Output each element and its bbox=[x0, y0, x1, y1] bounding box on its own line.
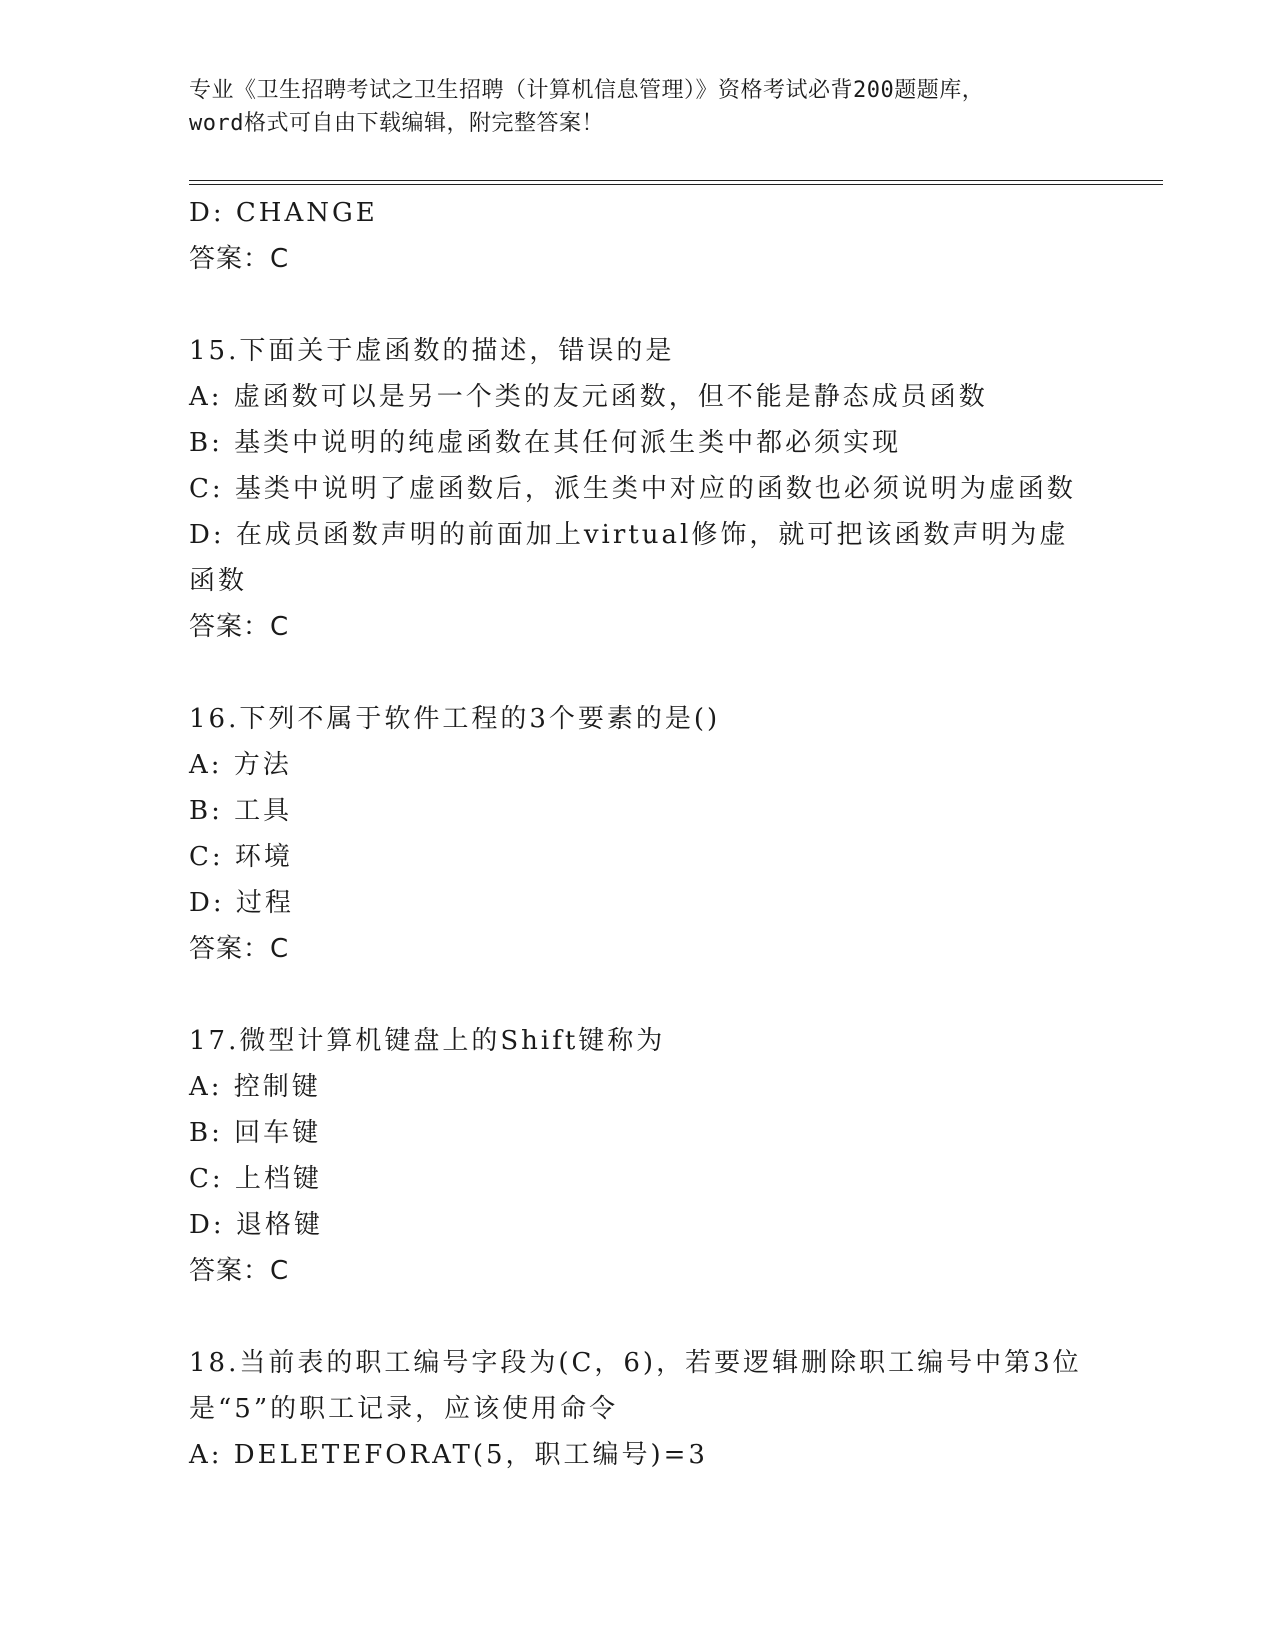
option-d: D: CHANGE bbox=[189, 198, 378, 228]
option-a: A: 方法 bbox=[189, 750, 292, 780]
answer-line: 答案：C bbox=[189, 612, 290, 642]
question-15 bbox=[189, 328, 1089, 650]
document-header bbox=[189, 74, 1089, 140]
question-stem-continued: 是“5”的职工记录，应该使用命令 bbox=[189, 1394, 619, 1424]
answer-line: 答案：C bbox=[189, 1256, 290, 1286]
spacer bbox=[189, 650, 1089, 696]
question-stem: 17.微型计算机键盘上的Shift键称为 bbox=[189, 1026, 666, 1056]
spacer bbox=[189, 972, 1089, 1018]
option-a: A: 虚函数可以是另一个类的友元函数，但不能是静态成员函数 bbox=[189, 382, 988, 412]
previous-question-fragment bbox=[189, 190, 1089, 282]
option-c: C: 环境 bbox=[189, 842, 293, 872]
option-d: D: 在成员函数声明的前面加上virtual修饰，就可把该函数声明为虚 bbox=[189, 520, 1069, 550]
header-line-2: word格式可自由下载编辑，附完整答案！ bbox=[189, 111, 604, 136]
question-stem: 18.当前表的职工编号字段为(C，6)，若要逻辑删除职工编号中第3位 bbox=[189, 1348, 1082, 1378]
header-line-1: 专业《卫生招聘考试之卫生招聘（计算机信息管理）》资格考试必背200题题库， bbox=[189, 78, 985, 103]
option-d: D: 过程 bbox=[189, 888, 294, 918]
option-c: C: 上档键 bbox=[189, 1164, 322, 1194]
question-16 bbox=[189, 696, 1089, 972]
option-c: C: 基类中说明了虚函数后，派生类中对应的函数也必须说明为虚函数 bbox=[189, 474, 1076, 504]
question-list bbox=[189, 190, 1089, 1478]
answer-line: 答案：C bbox=[189, 244, 290, 274]
spacer bbox=[189, 1294, 1089, 1340]
option-d-continued: 函数 bbox=[189, 566, 248, 596]
question-stem: 15.下面关于虚函数的描述，错误的是 bbox=[189, 336, 675, 366]
question-18 bbox=[189, 1340, 1089, 1478]
header-divider-bottom bbox=[189, 184, 1163, 185]
question-17 bbox=[189, 1018, 1089, 1294]
option-a: A: 控制键 bbox=[189, 1072, 321, 1102]
option-b: B: 回车键 bbox=[189, 1118, 322, 1148]
header-divider-top bbox=[189, 180, 1163, 181]
option-b: B: 基类中说明的纯虚函数在其任何派生类中都必须实现 bbox=[189, 428, 902, 458]
option-d: D: 退格键 bbox=[189, 1210, 323, 1240]
option-a: A: DELETEFORAT(5，职工编号)=3 bbox=[189, 1440, 708, 1470]
answer-line: 答案：C bbox=[189, 934, 290, 964]
spacer bbox=[189, 282, 1089, 328]
option-b: B: 工具 bbox=[189, 796, 293, 826]
question-stem: 16.下列不属于软件工程的3个要素的是() bbox=[189, 704, 721, 734]
